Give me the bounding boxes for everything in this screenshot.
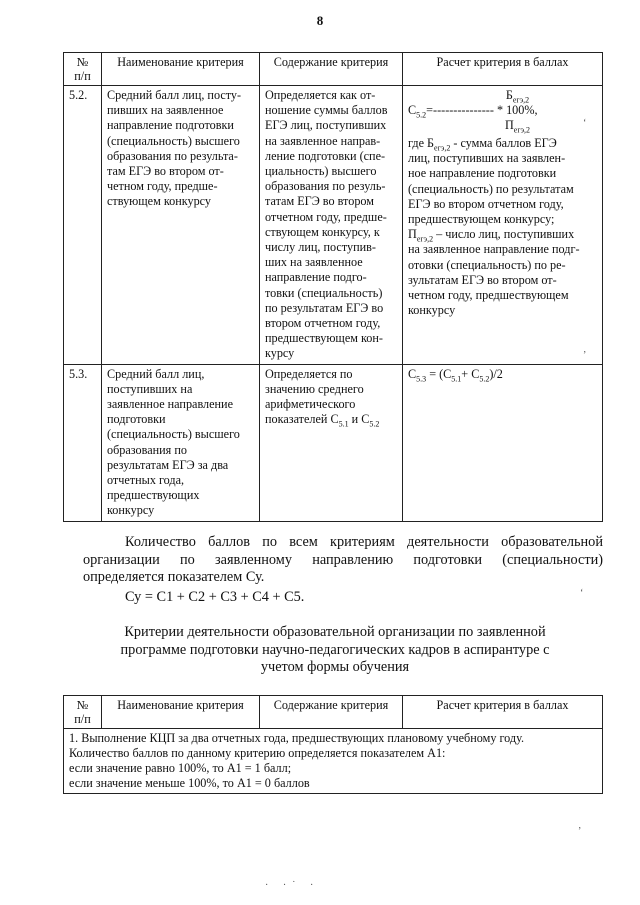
row-a1-text [64,729,603,794]
text-line: образования по резуль- [265,179,386,194]
text-line: учетом формы обучения [260,659,410,675]
text-line: арифметического [265,397,356,412]
text-line: образования по результа- [107,148,238,163]
text-line: 1. Выполнение КЦП за два отчетных года, предшествующих плановому учебному году. [69,731,525,745]
table-header-row [64,53,603,86]
header-num-line2: п/п [74,712,91,726]
scan-mark: ʼ [578,826,582,837]
row-5-2-content [260,86,403,365]
row-5-3-name [102,364,260,521]
text-line: ношение суммы баллов [265,103,388,118]
header-calc: Расчет критерия в баллах [403,53,603,86]
text-line: ное направление подготовки [408,166,557,181]
text-line: числу лиц, поступив- [265,240,376,255]
row-5-3-num: 5.3. [64,364,102,521]
text-line: Средний балл лиц, [107,366,205,381]
row-5-3-calc: $С_{5.3} = (С_{5.1}+ С_{5.2})/2$ [403,364,603,521]
text-line: на заявленное направ- [265,133,381,148]
text-line: четном году, предше- [107,179,218,194]
text-line: отовки (специальность) по ре- [408,257,566,272]
text-line: $П_{егэ,2}$ – число лиц, поступивших [408,227,575,244]
text-line: программе подготовки научно-педагогических кадров в аспирантуре с [120,641,550,658]
text-line: заявленное направление [107,397,233,412]
page-number: 8 [316,13,324,28]
row-5-2-name [102,86,260,365]
formula-main: $С_{5.2}=--------------- * 100\%$, [408,103,538,120]
header-num [64,53,102,86]
header-num-line2: п/п [74,69,91,83]
text-line: (специальность) высшего [107,133,240,148]
text-line: предшествующих [107,488,200,503]
table-row-5-2 [64,86,603,365]
text-line: подготовки [107,412,166,427]
text-line: пивших на заявленное [107,103,224,118]
text-line: образования по [107,442,187,457]
text-line: Средний балл лиц, посту- [107,88,242,102]
text-line: циальность) высшего [265,164,377,179]
header-num-line1: № [76,55,89,69]
text-line: лиц, поступивших на заявлен- [408,151,566,166]
text-line: показателей $С_{5.1}$ и $С_{5.2}$ [265,412,380,429]
text-line: Критерии деятельности образовательной организации по заявленной [124,624,546,640]
text-line: татам ЕГЭ во втором [265,194,374,209]
text-line: ствующем конкурсу, к [265,224,380,239]
text-line: отчетном году, предше- [265,209,387,224]
text-line: если значение меньше 100%, то А1 = 0 баллов [69,776,310,790]
text-line: Количество баллов по данному критерию определяется показателем А1: [69,746,446,760]
text-line: результатам ЕГЭ за два [107,457,229,472]
text-line: направление подго- [265,270,367,285]
header-name: Наименование критерия [102,53,260,86]
header-content: Содержание критерия [260,696,403,729]
text-line: курсу [265,346,295,361]
row-5-2-calc [403,86,603,365]
table-row-a1 [64,729,603,794]
text-line: направление подготовки [107,118,234,133]
text-line: ление подготовки (спе- [265,148,386,163]
text-line: на заявленное направление подг- [408,242,580,257]
formula-c52 [408,88,597,136]
formula-explanation [408,136,597,318]
header-num [64,696,102,729]
text-line: ЕГЭ во втором отчетном году, [408,196,564,211]
scan-mark: ʻ [580,588,584,599]
text-line: зультатам ЕГЭ во втором от- [408,272,557,287]
text-line: где $Б_{егэ,2}$ - сумма баллов ЕГЭ [408,136,557,153]
text-line: значению среднего [265,381,364,396]
text-line: конкурсу [107,503,155,518]
text-line: конкурсу [408,303,456,318]
text-line: отчетных года, [107,473,185,488]
text-line: (специальность) высшего [107,427,240,442]
scan-mark: ʼ [583,350,587,361]
scan-mark: · ·˙ · [265,880,320,891]
text-line: ЕГЭ лиц, поступивших [265,118,387,133]
text-line: (специальность) по результатам [408,181,574,196]
header-content: Содержание критерия [260,53,403,86]
text-line: там ЕГЭ во втором от- [107,164,224,179]
text-line: Определяется по [265,366,353,381]
criteria-table-5 [63,52,603,522]
text-line: втором отчетном году, [265,316,381,331]
table-header-row [64,696,603,729]
row-5-3-content [260,364,403,521]
table-row-5-3 [64,364,603,521]
header-num-line1: № [76,698,89,712]
text-line: предшествующем конкурсу; [408,212,555,227]
text-line: если значение равно 100%, то А1 = 1 балл; [69,761,292,775]
text-line: четном году, предшествующем [408,288,569,303]
total-score-formula: Су = С1 + С2 + С3 + С4 + С5. [125,589,305,605]
text-line: предшествующем кон- [265,331,383,346]
formula-denominator: $П_{егэ,2}$ [504,118,531,135]
text-line: Определяется как от- [265,88,376,102]
scan-mark: ʻ [583,118,587,129]
header-name: Наименование критерия [102,696,260,729]
header-calc: Расчет критерия в баллах [403,696,603,729]
text-line: товки (специальность) [265,285,383,300]
text-line: поступивших на [107,381,193,396]
row-5-2-num: 5.2. [64,86,102,365]
total-score-paragraph: Количество баллов по всем критериям деятельности образовательной организации по заявленному направлению подготовки (специальности) определяется показателем Су. [83,534,603,585]
criteria-table-postgrad [63,695,603,794]
text-line: ствующем конкурсу [107,194,212,209]
text-line: по результатам ЕГЭ во [265,300,384,315]
text-line: ших на заявленное [265,255,363,270]
formula-numerator: $Б_{егэ,2}$ [505,88,530,105]
section-heading [70,624,600,677]
